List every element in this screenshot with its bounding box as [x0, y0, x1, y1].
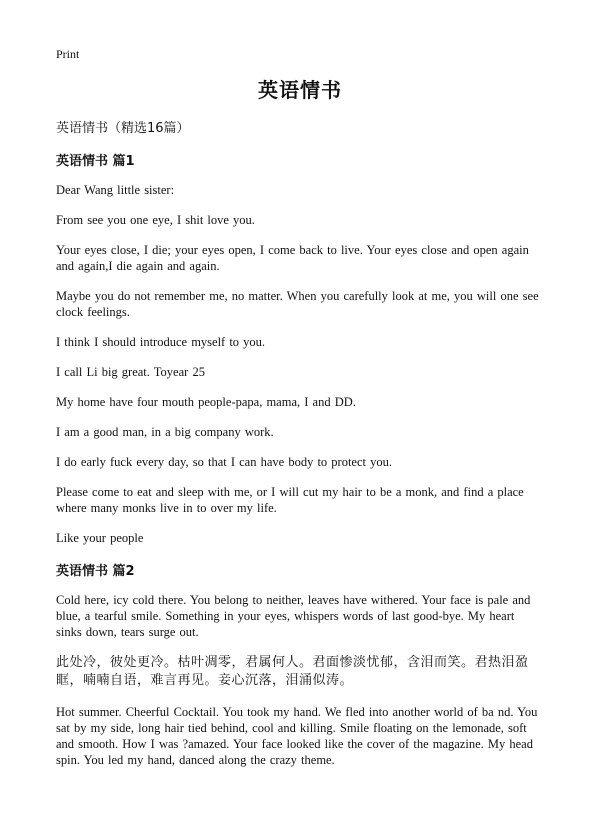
paragraph: My home have four mouth people-papa, mama, I and DD. [56, 395, 356, 409]
paragraph: Hot summer. Cheerful Cocktail. You took my hand. We fled into another world of ba nd. You sat by my side, long hair tied behind, cool and killing. Smile floating on the lemonade, soft and smooth. How I was ?amazed. Your face looked like the cover of the magazine. My head spin. You led my hand, danced along the crazy theme. [56, 705, 538, 767]
document-title: 英语情书 [258, 78, 342, 102]
paragraph-chinese: 此处冷，彼处更冷。枯叶凋零，君属何人。君面惨淡忧郁，含泪而笑。君热泪盈眶，喃喃自语，难言再见。妾心沉落，泪涌似涛。 [56, 655, 529, 688]
section-2 [56, 560, 544, 768]
section-1 [56, 150, 544, 546]
paragraph: Dear Wang little sister: [56, 183, 175, 197]
section-heading: 英语情书 篇1 [56, 154, 135, 169]
paragraph: Please come to eat and sleep with me, or I will cut my hair to be a monk, and find a place where many monks live in to over my life. [56, 485, 524, 515]
document-subtitle: 英语情书（精选16篇） [56, 121, 190, 136]
paragraph: I am a good man, in a big company work. [56, 425, 274, 439]
section-heading: 英语情书 篇2 [56, 564, 135, 579]
paragraph: I think I should introduce myself to you. [56, 335, 266, 349]
paragraph: Your eyes close, I die; your eyes open, I come back to live. Your eyes close and open again and again,I die again and again. [56, 243, 529, 273]
paragraph: Maybe you do not remember me, no matter. When you carefully look at me, you will one see clock feelings. [56, 289, 539, 319]
paragraph: I call Li big great. Toyear 25 [56, 365, 205, 379]
paragraph: I do early fuck every day, so that I can have body to protect you. [56, 455, 392, 469]
paragraph: From see you one eye, I shit love you. [56, 213, 255, 227]
paragraph: Like your people [56, 531, 144, 545]
paragraph: Cold here, icy cold there. You belong to neither, leaves have withered. Your face is pale and blue, a tearful smile. Something in your eyes, whispers words of last good-bye. My heart sinks down, tears surge out. [56, 593, 531, 639]
print-label: Print [56, 47, 80, 61]
